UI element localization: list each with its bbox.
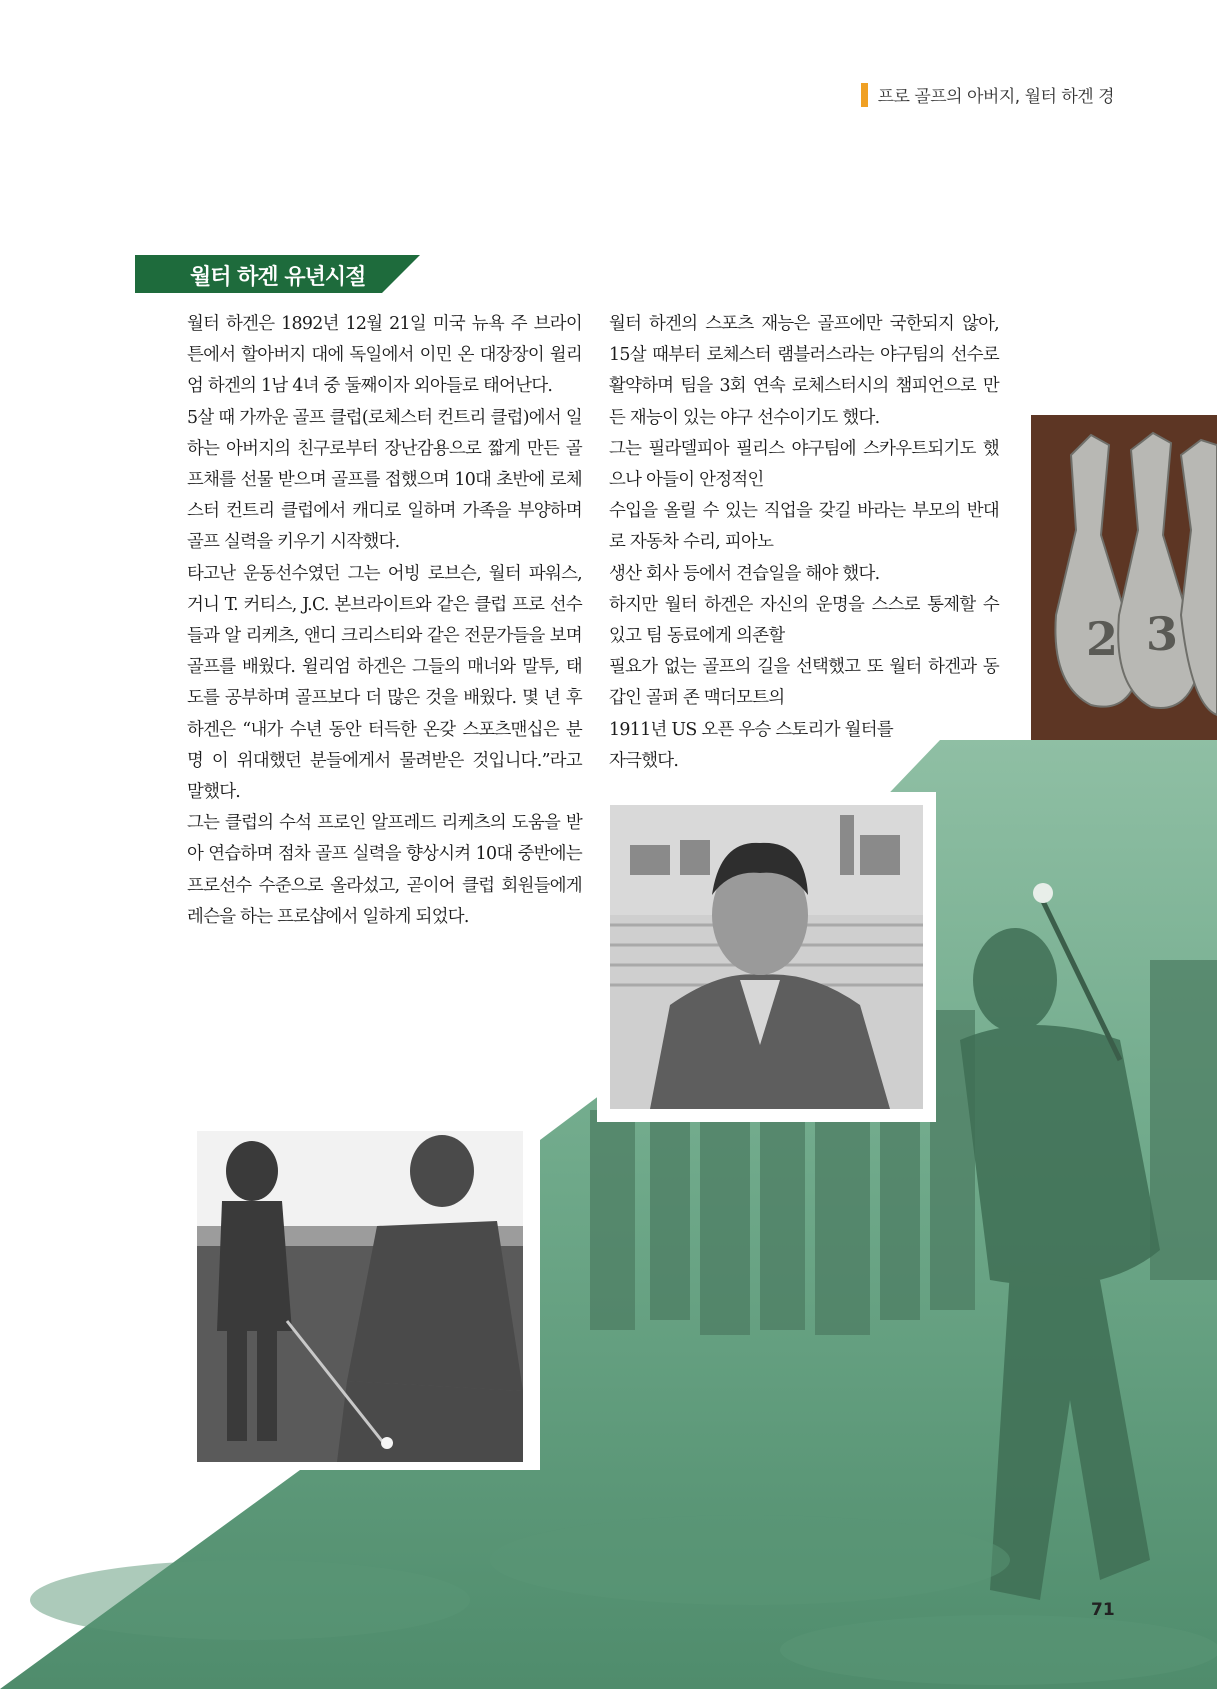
svg-text:2: 2 — [1086, 612, 1119, 666]
page-number: 71 — [1091, 1600, 1115, 1620]
paragraph: 그는 클럽의 수석 프로인 알프레드 리케츠의 도움을 받아 연습하며 점차 골프 실력을 향상시켜 10대 중반에는 프로선수 수준으로 올라섰고, 곧이어 클럽 회원들에게 레슨을 하는 프로샵에서 일하게 되었다. — [187, 813, 582, 927]
paragraph: 월터 하겐은 1892년 12월 21일 미국 뉴욕 주 브라이튼에서 할아버지 대에 독일에서 이민 온 대장장이 윌리엄 하겐의 1남 4녀 중 둘째이자 외아들로 태어난다. — [187, 314, 582, 397]
paragraph: 그는 필라델피아 필리스 야구팀에 스카우트되기도 했으나 아들이 안정적인 — [609, 438, 999, 491]
running-header — [861, 82, 1114, 107]
golf-irons-image — [1031, 415, 1217, 740]
svg-text:3: 3 — [1146, 607, 1179, 661]
paragraph: 타고난 운동선수였던 그는 어빙 로브슨, 월터 파워스, 거니 T. 커티스, J.C. 본브라이트와 같은 클럽 프로 선수들과 알 리케츠, 앤디 크리스티와 같은 전문가들을 보며 골프를 배웠다. 윌리엄 하겐은 그들의 매너와 말투, 태도를 공부하며 골프보다 더 많은 것을 배웠다. 몇 년 후 하겐은 “내가 수년 동안 터득한 온갖 스포츠맨십은 분명 이 위대했던 분들에게서 물려받은 것입니다.”라고 말했다. — [187, 563, 582, 803]
right-text-column — [609, 309, 999, 777]
paragraph: 5살 때 가까운 골프 클럽(로체스터 컨트리 클럽)에서 일하는 아버지의 친구로부터 장난감용으로 짧게 만든 골프채를 선물 받으며 골프를 접했으며 10대 초반에 로체스터 컨트리 클럽에서 캐디로 일하며 가족을 부양하며 골프 실력을 키우기 시작했다. — [187, 407, 582, 553]
child-golf-lesson-photo — [197, 1131, 523, 1462]
header-accent-bar — [861, 83, 868, 107]
child-golf-lesson-image — [197, 1131, 523, 1462]
walter-hagen-portrait-photo — [597, 792, 936, 1122]
left-text-column — [187, 309, 582, 933]
portrait-image — [610, 805, 923, 1109]
paragraph: 월터 하겐의 스포츠 재능은 골프에만 국한되지 않아, 15살 때부터 로체스터 램블러스라는 야구팀의 선수로 활약하며 팀을 3회 연속 로체스터시의 챔피언으로 만든 재능이 있는 야구 선수이기도 했다. — [609, 314, 999, 428]
section-title: 월터 하겐 유년시절 — [190, 265, 366, 290]
paragraph: 수입을 올릴 수 있는 직업을 갖길 바라는 부모의 반대로 자동차 수리, 피아노 — [609, 501, 999, 553]
running-header-title: 프로 골프의 아버지, 월터 하겐 경 — [877, 87, 1114, 107]
paragraph: 1911년 US 오픈 우승 스토리가 월터를 — [609, 719, 893, 740]
paragraph: 자극했다. — [609, 750, 679, 771]
golf-irons-photo — [1031, 415, 1217, 740]
section-heading — [135, 255, 420, 293]
paragraph: 하지만 월터 하겐은 자신의 운명을 스스로 통제할 수 있고 팀 동료에게 의존할 — [609, 594, 999, 647]
paragraph: 생산 회사 등에서 견습일을 해야 했다. — [609, 563, 880, 584]
paragraph: 필요가 없는 골프의 길을 선택했고 또 월터 하겐과 동갑인 골퍼 존 맥더모트의 — [609, 657, 999, 709]
